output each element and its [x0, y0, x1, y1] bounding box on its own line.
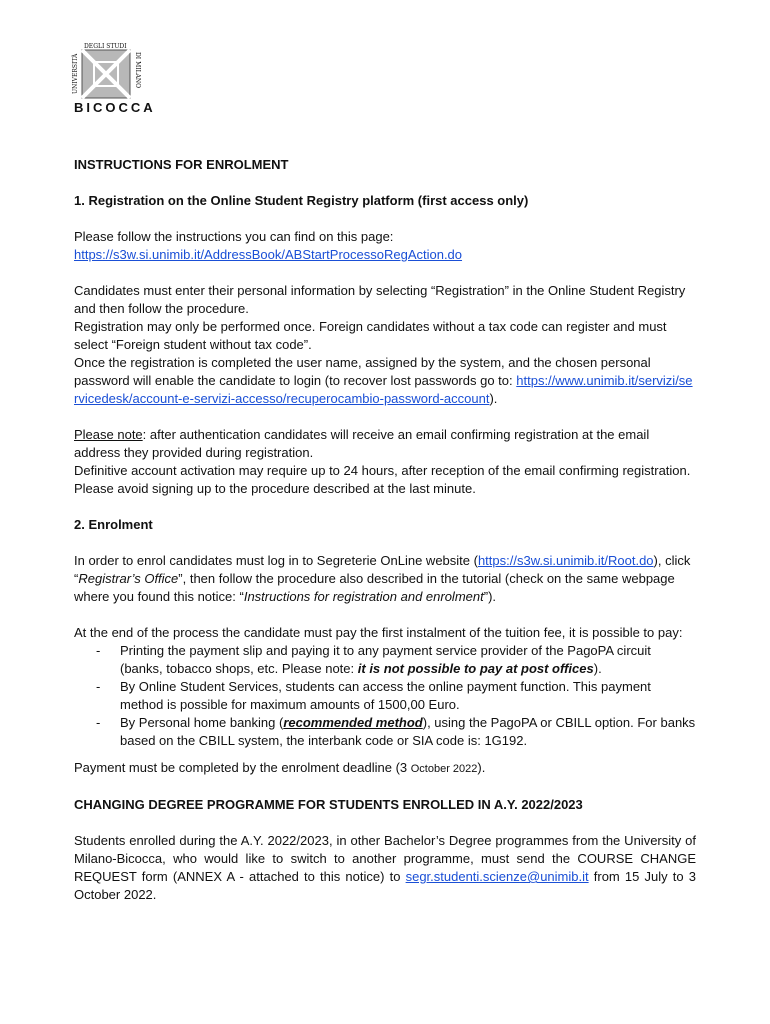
- para-c-end: ).: [489, 391, 498, 406]
- option-3-text: By Personal home banking (: [120, 715, 284, 730]
- option-1-text: Printing the payment slip and paying it to any payment service provider of the PagoPA circuit (banks, tobacco shops, etc. Please note:: [120, 643, 651, 676]
- section-3-para: [74, 832, 696, 904]
- section-1-para-b: Registration may only be performed once. Foreign candidates without a tax code can register and must select “Foreign student without tax code”.: [74, 319, 667, 352]
- section-1-para-c: [74, 354, 696, 408]
- section-1-heading: 1. Registration on the Online Student Registry platform (first access only): [74, 193, 529, 208]
- registrars-office-text: Registrar’s Office: [78, 571, 179, 586]
- login-text-b: ), click “: [74, 553, 691, 586]
- segreterie-link[interactable]: https://s3w.si.unimib.it/Root.do: [477, 553, 654, 568]
- list-item: [74, 642, 696, 678]
- note-text: : after authentication candidates will receive an email confirming registration at the email address they provided during registration.: [74, 427, 650, 460]
- svg-text:DI MILANO: DI MILANO: [134, 52, 141, 89]
- payment-options-list: [74, 642, 696, 750]
- option-1-end: ).: [593, 661, 602, 676]
- section-1-intro: Please follow the instructions you can find on this page:: [74, 229, 394, 244]
- email-link[interactable]: segr.studenti.scienze@unimib.it: [405, 869, 589, 884]
- section-2-heading: 2. Enrolment: [74, 517, 153, 532]
- registration-link[interactable]: https://s3w.si.unimib.it/AddressBook/ABStartProcessoRegAction.do: [74, 247, 463, 262]
- deadline-date: October 2022: [410, 763, 478, 775]
- logo-wordmark: BICOCCA: [74, 100, 156, 115]
- section-1-note: [74, 426, 696, 462]
- list-item: [74, 714, 696, 750]
- deadline-text-c: ).: [477, 760, 486, 775]
- section-2-payment-intro: At the end of the process the candidate must pay the first instalment of the tuition fee, it is possible to pay:: [74, 625, 683, 640]
- section-1-para-a: Candidates must enter their personal information by selecting “Registration” in the Online Student Registry and then follow the procedure.: [74, 283, 686, 316]
- change-text: Students enrolled during the A.Y. 2022/2023, in other Bachelor’s Degree programmes from the University of Milano-Bicocca, who would like to switch to another programme, must send the COURSE CHANGE REQUEST form (ANNEX A - attached to this notice) to: [74, 833, 696, 884]
- para-c-text: Once the registration is completed the user name, assigned by the system, and the chosen personal password will enable the candidate to login (to recover lost passwords go to:: [74, 355, 651, 388]
- password-recovery-link[interactable]: https://www.unimib.it/servizi/servicedesk/account-e-servizi-accesso/recuperocambio-password-account: [74, 373, 693, 406]
- recommended-method-text: recommended method: [283, 715, 423, 730]
- section-2-login-para: [74, 552, 696, 606]
- section-3-heading: CHANGING DEGREE PROGRAMME FOR STUDENTS ENROLLED IN A.Y. 2022/2023: [74, 797, 583, 812]
- payment-deadline: [74, 759, 696, 778]
- note-label: Please note: [74, 427, 143, 442]
- document-body: [74, 156, 696, 904]
- login-text-a: In order to enrol candidates must log in to Segreterie OnLine website (: [74, 553, 478, 568]
- login-text-f: ”).: [483, 589, 497, 604]
- option-1-warning: it is not possible to pay at post offices: [357, 661, 594, 676]
- login-text-d: ”, then follow the procedure also described in the tutorial (check on the same webpage where you found this notice: “: [74, 571, 675, 604]
- svg-text:DEGLI STUDI: DEGLI STUDI: [84, 43, 127, 50]
- section-1-activation: Definitive account activation may require up to 24 hours, after reception of the email confirming registration. Please avoid signing up to the procedure described at the last minute.: [74, 463, 691, 496]
- deadline-text-a: Payment must be completed by the enrolment deadline (3: [74, 760, 411, 775]
- svg-text:UNIVERSITÀ: UNIVERSITÀ: [72, 53, 79, 94]
- list-item: - By Online Student Services, students can access the online payment function. This payment method is possible for maximum amounts of 1500,00 Euro.: [74, 678, 696, 714]
- instructions-title-text: Instructions for registration and enrolment: [243, 589, 484, 604]
- document-title: INSTRUCTIONS FOR ENROLMENT: [74, 157, 289, 172]
- change-dates: from 15 July to 3 October 2022.: [74, 869, 697, 902]
- option-3-end: ), using the PagoPA or CBILL option. For banks based on the CBILL system, the interbank code or SIA code is: 1G192.: [120, 715, 696, 748]
